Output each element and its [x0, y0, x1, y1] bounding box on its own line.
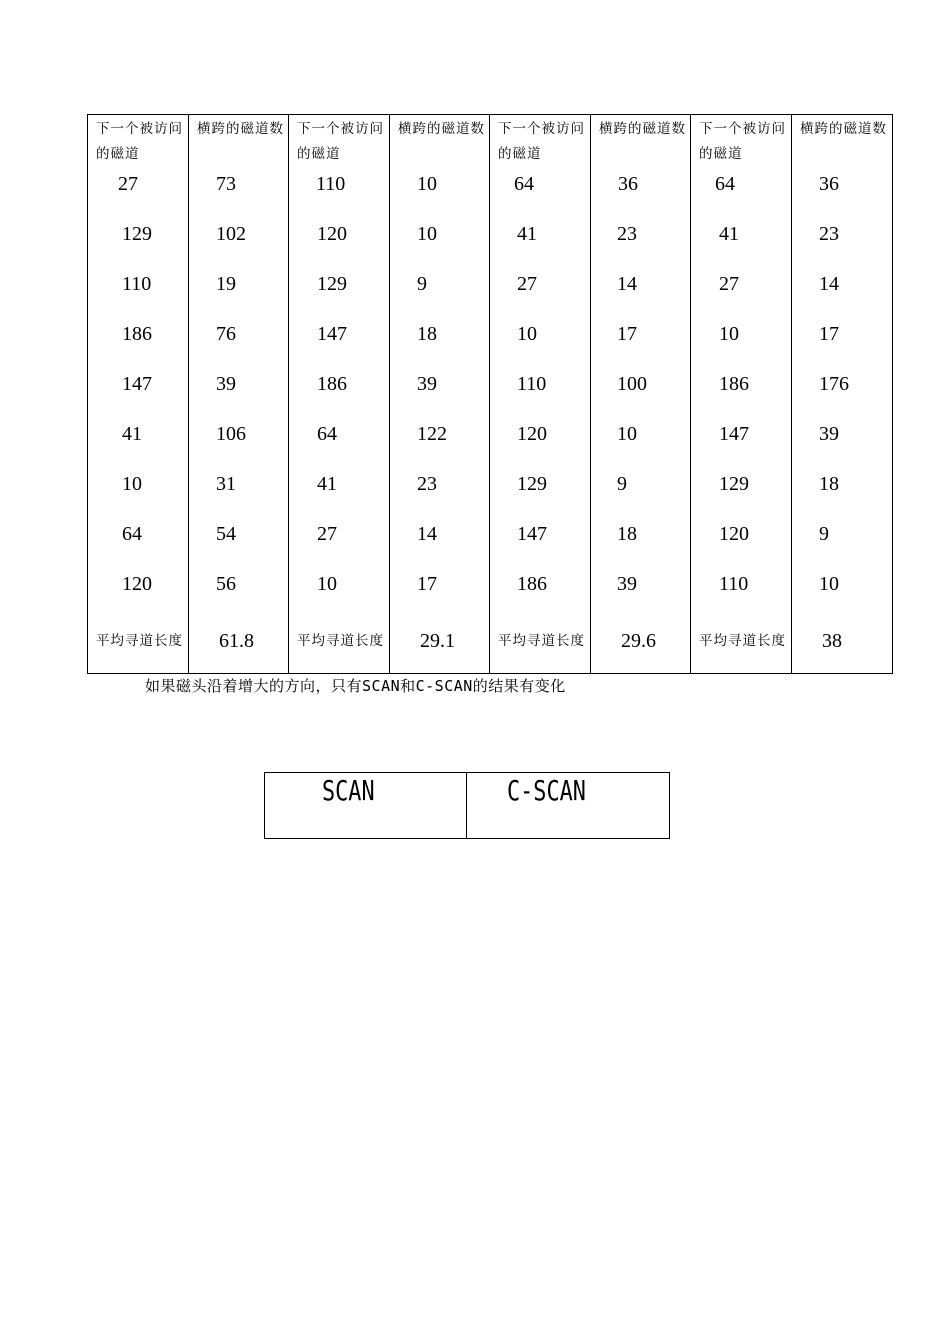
table-row	[265, 773, 670, 839]
avg-seek-label-text: 平均寻道长度	[699, 632, 786, 649]
next-track-cell-text: 41	[317, 472, 337, 495]
tracks-crossed-cell-text: 31	[216, 472, 236, 495]
next-track-cell-text: 64	[715, 173, 735, 195]
tracks-crossed-header-text: 横跨的磁道数	[197, 121, 284, 137]
tracks-crossed-cell	[390, 409, 490, 459]
tracks-crossed-cell-text: 17	[417, 572, 437, 595]
note-text: 如果磁头沿着增大的方向，只有SCAN和C-SCAN的结果有变化	[145, 677, 566, 695]
next-track-cell	[88, 559, 189, 609]
next-track-cell-text: 110	[122, 272, 152, 295]
next-track-cell-text: 129	[719, 472, 749, 495]
tracks-crossed-cell	[792, 559, 893, 609]
tracks-crossed-cell	[591, 309, 691, 359]
next-track-cell-text: 27	[317, 522, 337, 545]
next-track-cell-text: 10	[517, 322, 537, 345]
next-track-header	[691, 115, 792, 174]
next-track-cell-text: 147	[122, 372, 152, 395]
next-track-header	[490, 115, 591, 174]
next-track-header-text: 下一个被访问的磁道	[96, 121, 183, 162]
avg-seek-value	[189, 609, 289, 674]
next-track-cell	[490, 209, 591, 259]
tracks-crossed-cell-text: 10	[417, 173, 437, 195]
next-track-cell	[88, 173, 189, 209]
tracks-crossed-cell-text: 56	[216, 572, 236, 595]
tracks-crossed-cell	[591, 509, 691, 559]
next-track-cell-text: 147	[719, 422, 749, 445]
scan-header-cell	[265, 773, 467, 839]
tracks-crossed-cell-text: 39	[819, 422, 839, 445]
next-track-cell-text: 186	[719, 372, 749, 395]
tracks-crossed-cell-text: 10	[417, 222, 437, 245]
tracks-crossed-cell-text: 9	[617, 472, 627, 495]
next-track-cell-text: 64	[317, 422, 337, 445]
next-track-cell	[88, 259, 189, 309]
next-track-cell-text: 186	[122, 322, 152, 345]
tracks-crossed-cell	[189, 409, 289, 459]
next-track-cell	[88, 309, 189, 359]
next-track-cell-text: 129	[317, 272, 347, 295]
tracks-crossed-cell	[591, 459, 691, 509]
next-track-cell	[490, 359, 591, 409]
next-track-cell-text: 10	[317, 572, 337, 595]
tracks-crossed-cell-text: 102	[216, 222, 246, 245]
tracks-crossed-cell-text: 122	[417, 422, 447, 445]
tracks-crossed-cell-text: 100	[617, 372, 647, 395]
scan-cscan-table	[264, 772, 670, 839]
tracks-crossed-header	[591, 115, 691, 174]
next-track-cell-text: 41	[122, 422, 142, 445]
avg-seek-value	[591, 609, 691, 674]
tracks-crossed-cell	[591, 409, 691, 459]
tracks-crossed-cell-text: 14	[617, 272, 637, 295]
next-track-cell-text: 27	[719, 272, 739, 295]
next-track-cell	[88, 509, 189, 559]
tracks-crossed-header-text: 横跨的磁道数	[800, 121, 887, 137]
tracks-crossed-cell	[591, 359, 691, 409]
tracks-crossed-cell-text: 39	[417, 372, 437, 395]
next-track-cell-text: 64	[514, 173, 534, 195]
tracks-crossed-cell	[591, 259, 691, 309]
next-track-cell-text: 147	[517, 522, 547, 545]
next-track-cell	[289, 209, 390, 259]
tracks-crossed-header	[390, 115, 490, 174]
tracks-crossed-cell	[189, 509, 289, 559]
header-row	[88, 115, 893, 174]
next-track-header	[289, 115, 390, 174]
tracks-crossed-cell-text: 39	[617, 572, 637, 595]
avg-seek-value-text: 61.8	[219, 629, 254, 652]
next-track-cell-text: 110	[316, 173, 346, 195]
table-row	[88, 459, 893, 509]
tracks-crossed-cell-text: 18	[617, 522, 637, 545]
next-track-cell	[88, 409, 189, 459]
next-track-cell-text: 41	[719, 222, 739, 245]
average-row	[88, 609, 893, 674]
next-track-cell	[691, 559, 792, 609]
next-track-cell-text: 129	[517, 472, 547, 495]
next-track-header-text: 下一个被访问的磁道	[297, 121, 384, 162]
table-row	[88, 309, 893, 359]
next-track-cell	[490, 309, 591, 359]
avg-seek-label-text: 平均寻道长度	[498, 632, 585, 649]
avg-seek-value	[390, 609, 490, 674]
scan-label: SCAN	[322, 774, 375, 807]
next-track-cell-text: 129	[122, 222, 152, 245]
tracks-crossed-cell-text: 23	[417, 472, 437, 495]
next-track-cell-text: 64	[122, 522, 142, 545]
tracks-crossed-cell	[792, 459, 893, 509]
next-track-cell-text: 186	[317, 372, 347, 395]
next-track-cell	[490, 459, 591, 509]
next-track-cell-text: 120	[122, 572, 152, 595]
avg-seek-label-text: 平均寻道长度	[297, 632, 384, 649]
avg-seek-value-text: 29.6	[621, 629, 656, 652]
tracks-crossed-cell	[189, 359, 289, 409]
tracks-crossed-header	[189, 115, 289, 174]
tracks-crossed-cell-text: 39	[216, 372, 236, 395]
next-track-cell	[289, 259, 390, 309]
tracks-crossed-header-text: 横跨的磁道数	[599, 121, 686, 137]
avg-seek-label	[691, 609, 792, 674]
tracks-crossed-cell-text: 23	[617, 222, 637, 245]
tracks-crossed-cell	[189, 559, 289, 609]
avg-seek-label	[88, 609, 189, 674]
cscan-header-cell	[467, 773, 670, 839]
tracks-crossed-cell-text: 14	[819, 272, 839, 295]
next-track-cell	[691, 173, 792, 209]
next-track-cell-text: 186	[517, 572, 547, 595]
next-track-cell	[691, 259, 792, 309]
disk-scheduling-table	[87, 114, 893, 674]
tracks-crossed-cell	[390, 559, 490, 609]
tracks-crossed-cell	[390, 509, 490, 559]
tracks-crossed-cell	[792, 259, 893, 309]
tracks-crossed-cell-text: 176	[819, 372, 849, 395]
tracks-crossed-cell-text: 18	[417, 322, 437, 345]
next-track-cell	[691, 459, 792, 509]
next-track-header	[88, 115, 189, 174]
table-row	[88, 509, 893, 559]
next-track-cell-text: 10	[122, 472, 142, 495]
next-track-cell	[88, 359, 189, 409]
next-track-cell-text: 110	[719, 572, 749, 595]
tracks-crossed-cell	[591, 209, 691, 259]
tracks-crossed-cell-text: 10	[617, 422, 637, 445]
table-row	[88, 209, 893, 259]
tracks-crossed-cell	[390, 309, 490, 359]
avg-seek-value-text: 29.1	[420, 629, 455, 652]
next-track-cell	[289, 509, 390, 559]
tracks-crossed-cell	[591, 559, 691, 609]
next-track-cell	[289, 173, 390, 209]
next-track-cell-text: 120	[317, 222, 347, 245]
tracks-crossed-cell-text: 17	[819, 322, 839, 345]
avg-seek-value-text: 38	[822, 629, 842, 652]
next-track-cell	[289, 409, 390, 459]
tracks-crossed-cell	[189, 209, 289, 259]
next-track-cell	[88, 459, 189, 509]
table-row	[88, 359, 893, 409]
tracks-crossed-cell-text: 54	[216, 522, 236, 545]
next-track-cell	[289, 459, 390, 509]
tracks-crossed-cell-text: 106	[216, 422, 246, 445]
tracks-crossed-cell-text: 17	[617, 322, 637, 345]
table-row	[88, 259, 893, 309]
next-track-cell	[691, 509, 792, 559]
table-row	[88, 173, 893, 209]
tracks-crossed-cell	[792, 209, 893, 259]
next-track-cell-text: 27	[118, 173, 138, 195]
next-track-cell	[88, 209, 189, 259]
tracks-crossed-cell-text: 10	[819, 572, 839, 595]
tracks-crossed-cell-text: 9	[819, 522, 829, 545]
next-track-cell	[289, 559, 390, 609]
next-track-cell	[691, 409, 792, 459]
next-track-header-text: 下一个被访问的磁道	[498, 121, 585, 162]
tracks-crossed-cell	[189, 259, 289, 309]
tracks-crossed-cell	[189, 309, 289, 359]
tracks-crossed-cell-text: 23	[819, 222, 839, 245]
tracks-crossed-cell	[390, 259, 490, 309]
tracks-crossed-cell	[792, 173, 893, 209]
tracks-crossed-cell-text: 18	[819, 472, 839, 495]
tracks-crossed-cell	[792, 409, 893, 459]
tracks-crossed-cell-text: 9	[417, 272, 427, 295]
tracks-crossed-cell	[390, 359, 490, 409]
next-track-cell	[490, 509, 591, 559]
tracks-crossed-cell	[390, 209, 490, 259]
next-track-cell-text: 41	[517, 222, 537, 245]
tracks-crossed-cell-text: 36	[819, 173, 839, 195]
next-track-cell-text: 110	[517, 372, 547, 395]
table-row	[88, 559, 893, 609]
next-track-cell-text: 120	[517, 422, 547, 445]
tracks-crossed-cell	[792, 309, 893, 359]
tracks-crossed-header	[792, 115, 893, 174]
tracks-crossed-cell-text: 14	[417, 522, 437, 545]
tracks-crossed-cell-text: 19	[216, 272, 236, 295]
tracks-crossed-cell	[390, 173, 490, 209]
next-track-header-text: 下一个被访问的磁道	[699, 121, 786, 162]
avg-seek-value	[792, 609, 893, 674]
tracks-crossed-cell-text: 76	[216, 322, 236, 345]
table-row	[88, 409, 893, 459]
tracks-crossed-header-text: 横跨的磁道数	[398, 121, 485, 137]
tracks-crossed-cell-text: 73	[216, 173, 236, 195]
next-track-cell-text: 27	[517, 272, 537, 295]
next-track-cell	[490, 173, 591, 209]
tracks-crossed-cell	[390, 459, 490, 509]
next-track-cell-text: 147	[317, 322, 347, 345]
next-track-cell	[490, 259, 591, 309]
tracks-crossed-cell	[792, 509, 893, 559]
tracks-crossed-cell	[792, 359, 893, 409]
next-track-cell	[691, 209, 792, 259]
next-track-cell	[691, 359, 792, 409]
tracks-crossed-cell	[189, 173, 289, 209]
tracks-crossed-cell-text: 36	[618, 173, 638, 195]
next-track-cell-text: 120	[719, 522, 749, 545]
cscan-label: C-SCAN	[507, 774, 586, 807]
avg-seek-label	[289, 609, 390, 674]
tracks-crossed-cell	[591, 173, 691, 209]
next-track-cell	[490, 559, 591, 609]
avg-seek-label	[490, 609, 591, 674]
next-track-cell	[289, 309, 390, 359]
tracks-crossed-cell	[189, 459, 289, 509]
next-track-cell	[691, 309, 792, 359]
next-track-cell	[490, 409, 591, 459]
next-track-cell-text: 10	[719, 322, 739, 345]
next-track-cell	[289, 359, 390, 409]
avg-seek-label-text: 平均寻道长度	[96, 632, 183, 649]
